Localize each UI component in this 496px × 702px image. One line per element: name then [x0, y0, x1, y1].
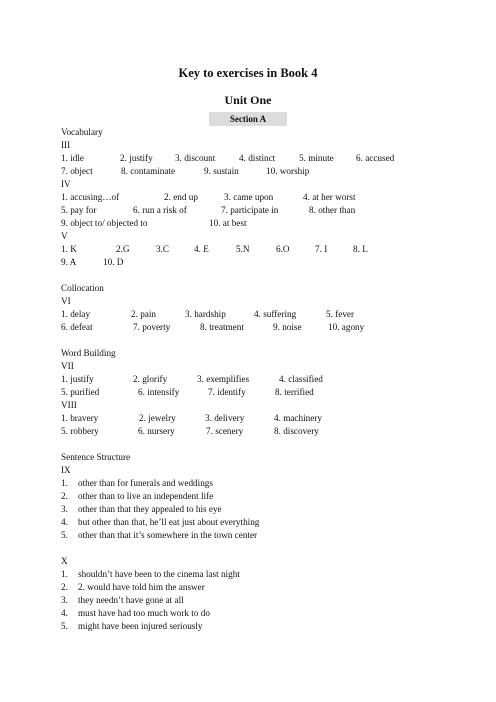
answer-item: 1. accusing…of	[61, 192, 120, 202]
unit-heading: Unit One	[224, 93, 272, 107]
exercise-label-x: X	[61, 556, 68, 566]
item-text: must have had too much work to do	[78, 608, 210, 618]
exercise-label-vi: VI	[61, 296, 71, 306]
answer-item: 5. fever	[326, 309, 355, 319]
answer-item: 5. robbery	[61, 426, 99, 436]
item-number: 4.	[61, 517, 68, 527]
answer-item: 6. run a risk of	[133, 205, 187, 215]
answer-item: 8. discovery	[274, 426, 319, 436]
answer-item: 1. bravery	[61, 413, 99, 423]
item-text: other than that it’s somewhere in the town center	[78, 530, 258, 540]
answer-item: 5. minute	[299, 153, 334, 163]
answer-item: 9. noise	[273, 322, 302, 332]
exercise-label-viii: VIII	[61, 400, 77, 410]
answer-item: 2.G	[116, 244, 130, 254]
answer-item: 2. justify	[120, 153, 153, 163]
answer-item: 8. treatment	[200, 322, 244, 332]
exercise-label-ix: IX	[61, 465, 71, 475]
answer-item: 10. at best	[209, 218, 247, 228]
exercise-label-iii: III	[61, 140, 71, 150]
answer-item: 3. exemplifies	[197, 374, 250, 384]
answer-item: 4. distinct	[239, 153, 276, 163]
answer-item: 3.C	[156, 244, 170, 254]
answer-item: 3. discount	[175, 153, 216, 163]
item-number: 5.	[61, 530, 68, 540]
item-number: 2.	[61, 491, 68, 501]
item-text: other than that they appealed to his eye	[78, 504, 222, 514]
answer-item: 1. delay	[61, 309, 91, 319]
answer-item: 7. I	[315, 244, 328, 254]
item-text: might have been injured seriously	[78, 621, 203, 631]
answer-item: 4. classified	[279, 374, 323, 384]
answer-item: 1. idle	[61, 153, 84, 163]
item-number: 3.	[61, 595, 68, 605]
answer-item: 1. justify	[61, 374, 94, 384]
item-number: 5.	[61, 621, 68, 631]
answer-item: 1. K	[61, 244, 77, 254]
section-badge: Section A	[209, 112, 287, 126]
answer-item: 7. object	[61, 166, 93, 176]
word-building-heading: Word Building	[61, 348, 116, 358]
answer-item: 5. purified	[61, 387, 100, 397]
item-text: other than to live an independent life	[78, 491, 214, 501]
item-text: but other than that, he’ll eat just about everything	[78, 517, 260, 527]
answer-item: 8. other than	[309, 205, 356, 215]
answer-item: 6. intensify	[138, 387, 180, 397]
answer-item: 4. at her worst	[303, 192, 356, 202]
answer-item: 6. accused	[356, 153, 395, 163]
answer-item: 8. contaminate	[121, 166, 176, 176]
answer-item: 6. defeat	[61, 322, 93, 332]
collocation-heading: Collocation	[61, 283, 104, 293]
answer-item: 10. D	[103, 257, 124, 267]
answer-item: 2. end up	[164, 192, 198, 202]
answer-item: 10. agony	[328, 322, 365, 332]
answer-item: 8. L	[353, 244, 368, 254]
answer-item: 7. poverty	[133, 322, 171, 332]
item-text: they needn’t have gone at all	[78, 595, 184, 605]
answer-item: 10. worship	[266, 166, 310, 176]
answer-item: 5. pay for	[61, 205, 97, 215]
answer-item: 4. E	[194, 244, 209, 254]
answer-item: 7. participate in	[221, 205, 279, 215]
vocabulary-heading: Vocabulary	[61, 127, 103, 137]
answer-item: 9. sustain	[204, 166, 239, 176]
answer-item: 8. terrified	[275, 387, 314, 397]
answer-item: 9. object to/ objected to	[61, 218, 148, 228]
document-title: Key to exercises in Book 4	[178, 66, 318, 80]
answer-item: 9. A	[61, 257, 77, 267]
answer-item: 3. came upon	[224, 192, 274, 202]
answer-item: 7. scenery	[206, 426, 244, 436]
answer-item: 2. jewelry	[139, 413, 176, 423]
exercise-label-iv: IV	[61, 179, 71, 189]
answer-item: 3. hardship	[185, 309, 226, 319]
item-number: 1.	[61, 478, 68, 488]
item-number: 1.	[61, 569, 68, 579]
item-text: other than for funerals and weddings	[78, 478, 213, 488]
answer-item: 7. identify	[208, 387, 246, 397]
item-number: 2.	[61, 582, 68, 592]
sentence-structure-heading: Sentence Structure	[61, 452, 131, 462]
exercise-label-vii: VII	[61, 361, 74, 371]
answer-item: 4. machinery	[274, 413, 322, 423]
answer-item: 2. glorify	[133, 374, 168, 384]
item-text: 2. would have told him the answer	[78, 582, 205, 592]
answer-item: 6.O	[276, 244, 290, 254]
answer-item: 4. suffering	[254, 309, 297, 319]
exercise-label-v: V	[61, 231, 68, 241]
item-number: 3.	[61, 504, 68, 514]
answer-item: 2. pain	[131, 309, 157, 319]
item-number: 4.	[61, 608, 68, 618]
item-text: shouldn’t have been to the cinema last night	[78, 569, 240, 579]
answer-item: 5.N	[236, 244, 250, 254]
answer-item: 3. delivery	[205, 413, 245, 423]
answer-item: 6. nursery	[138, 426, 175, 436]
